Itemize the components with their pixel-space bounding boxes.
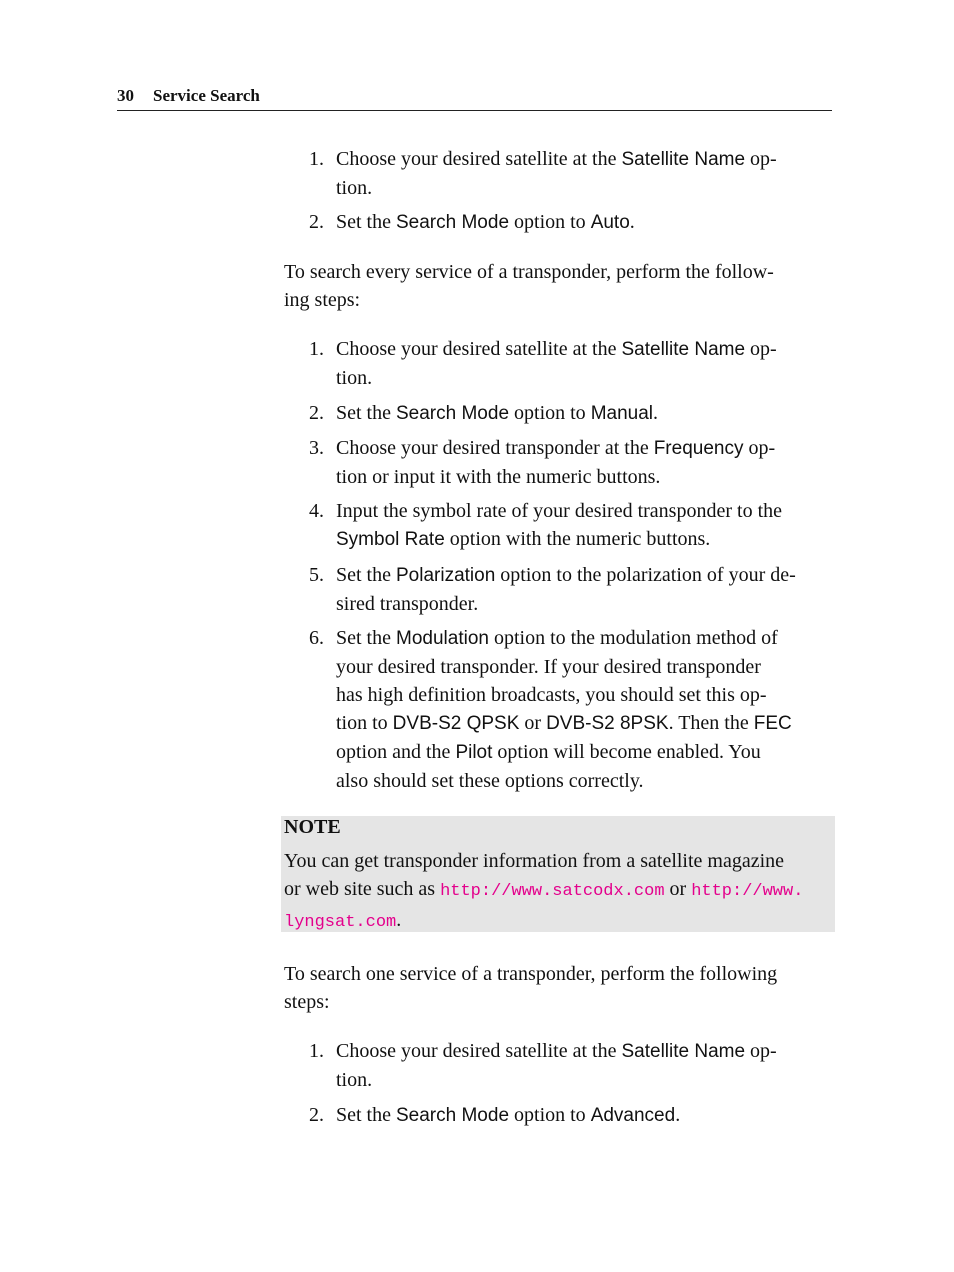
list-item: 2. Set the Search Mode option to Manual. <box>309 402 659 424</box>
option-name: Search Mode <box>396 1105 510 1126</box>
option-value: Advanced <box>590 1105 676 1126</box>
list-item: 3. Choose your desired transponder at the Frequency op- tion or input it with the numeric buttons. <box>309 437 776 488</box>
list-item: 2. Set the Search Mode option to Auto. <box>309 211 635 233</box>
option-name: Search Mode <box>396 403 510 424</box>
satcodx-link[interactable]: http://www.satcodx.com <box>440 882 665 901</box>
running-header <box>117 86 832 111</box>
paragraph: To search one service of a transponder, perform the following steps: <box>284 963 778 1013</box>
option-value: DVB-S2 QPSK <box>392 713 520 734</box>
option-name: Polarization <box>396 565 496 586</box>
option-name: Symbol Rate <box>336 529 445 550</box>
option-value: Manual <box>590 403 654 424</box>
lyngsat-link-part1[interactable]: http://www. <box>691 882 804 901</box>
option-name: Frequency <box>653 438 744 459</box>
option-value: DVB-S2 8PSK <box>546 713 669 734</box>
section-title: Service Search <box>153 86 260 105</box>
page-number: 30 <box>117 86 134 105</box>
option-value: Auto <box>590 212 630 233</box>
option-name: Modulation <box>396 628 489 649</box>
option-name: FEC <box>753 713 792 734</box>
option-name: Pilot <box>455 742 493 763</box>
list-item: 4. Input the symbol rate of your desired transponder to the Symbol Rate option with the numeric buttons. <box>309 500 782 550</box>
note-body: You can get transponder information from a satellite magazine or web site such as http://www.satcodx.com or http://www. lyngsat.com. <box>284 850 804 932</box>
list-item: 5. Set the Polarization option to the polarization of your de- sired transponder. <box>309 564 796 615</box>
list-item: 1. Choose your desired satellite at the Satellite Name op- tion. <box>309 1040 777 1091</box>
list-item: 1. Choose your desired satellite at the Satellite Name op- tion. <box>309 338 777 389</box>
option-name: Satellite Name <box>621 149 746 170</box>
option-name: Search Mode <box>396 212 510 233</box>
list-item: 6. Set the Modulation option to the modulation method of your desired transponder. If your desired transponder has high definition broadcasts, you should set this op- tion to DVB-S2 QPSK or DVB-S2 8PSK. Then the FEC option and the Pilot option will become enabled. You also should set these options correctly. <box>309 627 792 792</box>
note-box <box>281 816 835 932</box>
note-title: NOTE <box>284 816 341 838</box>
lyngsat-link-part2[interactable]: lyngsat.com <box>284 913 397 932</box>
option-name: Satellite Name <box>621 339 746 360</box>
list-item: 2. Set the Search Mode option to Advanced. <box>309 1104 681 1126</box>
list-item: 1. Choose your desired satellite at the Satellite Name op- tion. <box>309 148 777 199</box>
option-name: Satellite Name <box>621 1041 746 1062</box>
paragraph: To search every service of a transponder, perform the follow- ing steps: <box>284 261 774 311</box>
